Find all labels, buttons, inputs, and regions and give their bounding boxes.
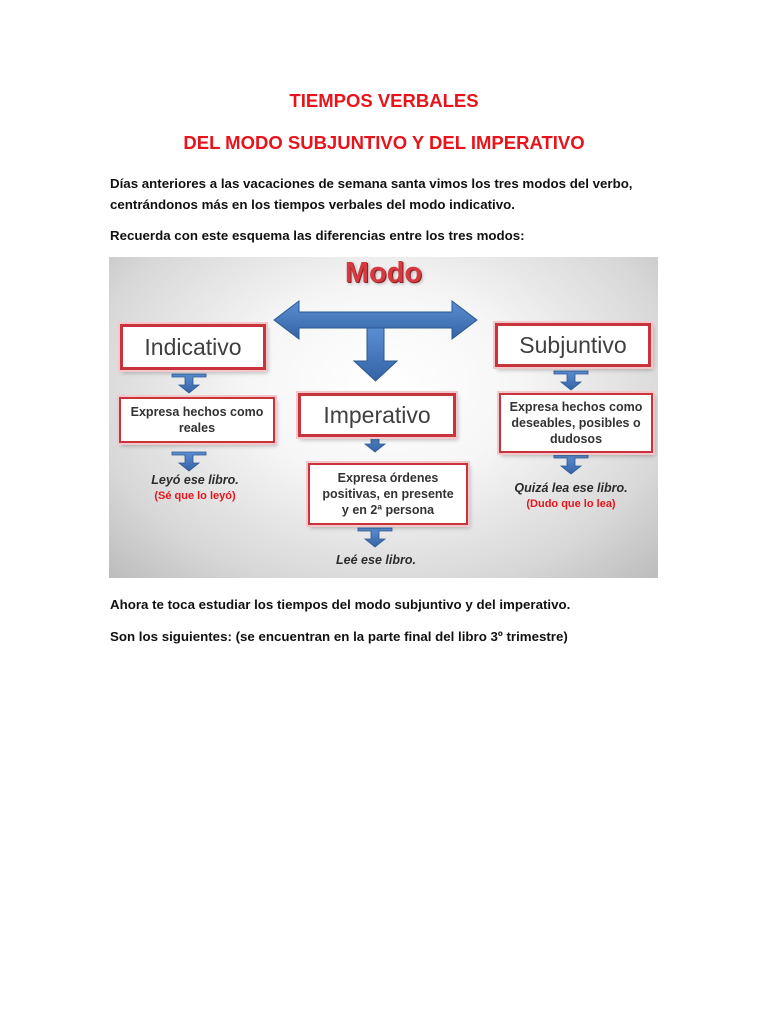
subjuntivo-box: Subjuntivo [495,323,651,367]
imperativo-description [308,463,468,525]
small-arrow-subjuntivo-2-icon [554,455,588,474]
indicativo-note: (Sé que lo leyó) [154,490,236,502]
imperativo-desc-line-3: y en 2ª persona [341,503,435,517]
recuerda-paragraph: Recuerda con este esquema las diferencias entre los tres modos: [110,228,525,243]
main-title: TIEMPOS VERBALES [289,90,479,111]
small-arrow-indicativo-2-icon [172,452,206,471]
imperativo-desc-line-2: positivas, en presente [322,487,454,501]
subjuntivo-note: (Dudo que lo lea) [526,498,616,510]
subjuntivo-desc-line-3: dudosos [549,432,603,446]
small-arrow-indicativo-1-icon [172,374,206,393]
diagram-heading: Modo [344,257,423,289]
indicativo-box: Indicativo [120,324,266,370]
siguientes-paragraph: Son los siguientes: (se encuentran en la parte final del libro 3º trimestre) [110,629,568,644]
intro-paragraph [110,173,670,215]
subjuntivo-desc-line-2: deseables, posibles o [511,416,641,430]
imperativo-box: Imperativo [298,393,456,437]
subjuntivo-example: Quizá lea ese libro. [514,481,628,495]
subjuntivo-desc-line-1: Expresa hechos como [509,400,643,414]
imperativo-desc-line-1: Expresa órdenes [337,471,439,485]
indicativo-example: Leyó ese libro. [151,473,239,487]
small-arrow-imperativo-2-icon [358,528,392,547]
subtitle: DEL MODO SUBJUNTIVO Y DEL IMPERATIVO [183,132,585,153]
indicativo-desc-line-2: reales [178,421,216,435]
small-arrow-subjuntivo-1-icon [554,371,588,390]
imperativo-example: Leé ese libro. [336,553,416,567]
indicativo-description [119,397,275,443]
ahora-paragraph: Ahora te toca estudiar los tiempos del modo subjuntivo y del imperativo. [110,597,571,612]
intro-line-2: centrándonos más en los tiempos verbales del modo indicativo. [110,197,515,212]
subjuntivo-description [499,393,653,453]
modes-diagram [109,257,658,578]
intro-line-1: Días anteriores a las vacaciones de semana santa vimos los tres modos del verbo, [110,176,633,191]
indicativo-desc-line-1: Expresa hechos como [130,405,264,419]
down-arrow-imperativo-icon [354,328,397,381]
